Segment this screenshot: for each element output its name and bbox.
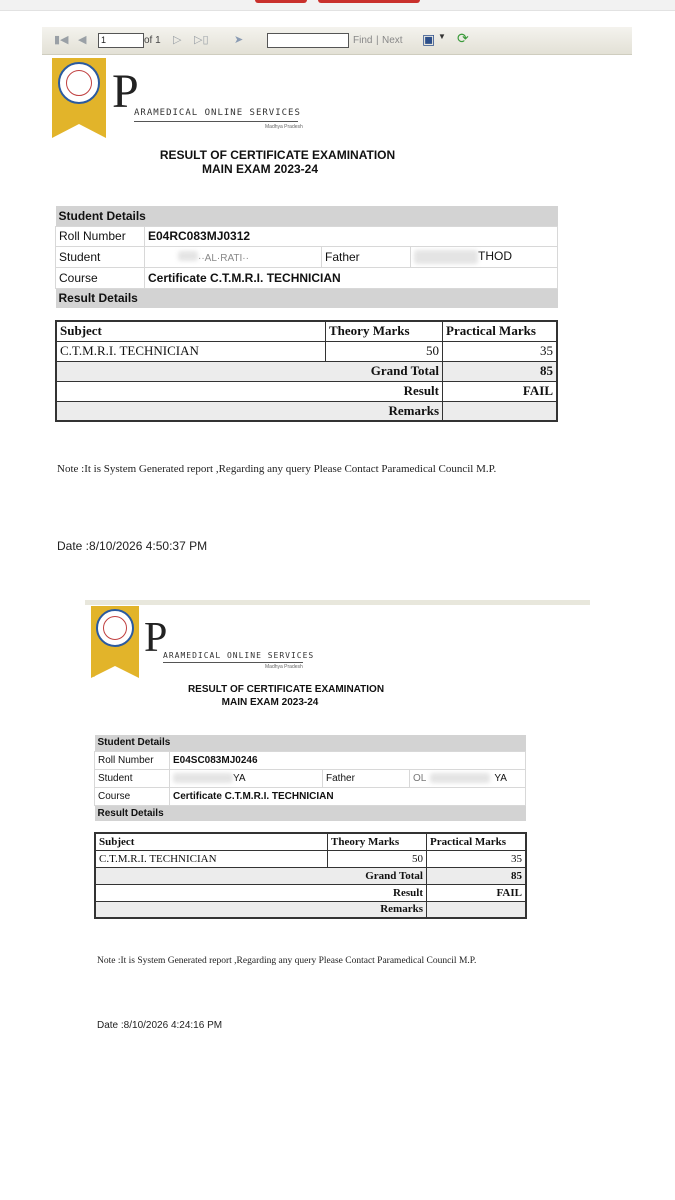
export-dropdown-icon[interactable]: ▼	[438, 32, 446, 41]
report-subtitle: MAIN EXAM 2023-24	[201, 162, 319, 176]
result-value: FAIL	[443, 381, 558, 401]
result-details-table	[55, 320, 558, 422]
brand-name: ARAMEDICAL ONLINE SERVICES	[163, 651, 315, 660]
course-value: Certificate C.T.M.R.I. TECHNICIAN	[170, 787, 526, 805]
student-label: Student	[95, 769, 170, 787]
grand-total-label: Grand Total	[95, 867, 427, 884]
first-page-icon[interactable]: ▮◀	[54, 34, 69, 46]
practical-marks: 35	[427, 850, 527, 867]
col-practical: Practical Marks	[427, 833, 527, 850]
course-label: Course	[95, 787, 170, 805]
top-button-right[interactable]	[318, 0, 420, 3]
back-icon[interactable]: ➤	[234, 34, 244, 46]
roll-number-label: Roll Number	[95, 751, 170, 769]
refresh-icon[interactable]: ⟳	[457, 30, 469, 46]
last-page-icon[interactable]: ▷▯	[194, 34, 209, 46]
report-note: Note :It is System Generated report ,Regarding any query Please Contact Paramedical Council M.P.	[57, 463, 497, 475]
result-label: Result	[95, 884, 427, 901]
save-export-icon[interactable]: ▣	[422, 31, 436, 47]
remarks-value	[427, 901, 527, 918]
student-label: Student	[56, 246, 145, 267]
find-link[interactable]: Find	[353, 35, 373, 46]
father-name-redacted: THOD	[411, 246, 558, 267]
logo-ribbon-tail	[52, 124, 106, 138]
page-number-input[interactable]: 1	[98, 33, 144, 48]
grand-total-value: 85	[427, 867, 527, 884]
roll-number-label: Roll Number	[56, 226, 145, 246]
father-label: Father	[323, 769, 410, 787]
father-label: Father	[322, 246, 411, 267]
result-details-header: Result Details	[56, 288, 558, 308]
report-title: RESULT OF CERTIFICATE EXAMINATION	[159, 148, 396, 162]
roll-number-value: E04SC083MJ0246	[170, 751, 526, 769]
subject-name: C.T.M.R.I. TECHNICIAN	[95, 850, 328, 867]
father-name-redacted: OL YA	[410, 769, 526, 787]
brand-subtitle: Madhya Pradesh	[265, 664, 303, 670]
report-date: Date :8/10/2026 4:50:37 PM	[57, 539, 208, 553]
brand-rule	[163, 662, 303, 663]
result-details-header: Result Details	[95, 805, 526, 821]
student-name-redacted: ··AL·RATI··	[145, 246, 322, 267]
remarks-label: Remarks	[56, 401, 443, 421]
brand-name: ARAMEDICAL ONLINE SERVICES	[134, 108, 301, 118]
theory-marks: 50	[326, 341, 443, 361]
col-subject: Subject	[56, 321, 326, 341]
top-button-left[interactable]	[255, 0, 307, 3]
student-name-redacted: YA	[170, 769, 323, 787]
brand-initial: P	[112, 65, 139, 118]
next-page-icon[interactable]: ▷	[173, 34, 182, 46]
prev-page-icon[interactable]: ◀	[78, 34, 87, 46]
report-note: Note :It is System Generated report ,Regarding any query Please Contact Paramedical Council M.P.	[97, 956, 477, 966]
report-title: RESULT OF CERTIFICATE EXAMINATION	[187, 684, 385, 695]
result-value: FAIL	[427, 884, 527, 901]
practical-marks: 35	[443, 341, 558, 361]
course-value: Certificate C.T.M.R.I. TECHNICIAN	[145, 267, 558, 288]
find-separator: |	[376, 35, 379, 46]
remarks-value	[443, 401, 558, 421]
grand-total-value: 85	[443, 361, 558, 381]
result-details-table	[94, 832, 527, 919]
report-date: Date :8/10/2026 4:24:16 PM	[97, 1020, 223, 1031]
report-viewer-toolbar	[42, 27, 632, 55]
council-seal-icon	[58, 62, 100, 104]
student-details-header: Student Details	[95, 735, 526, 751]
council-seal-icon	[96, 609, 134, 647]
grand-total-label: Grand Total	[56, 361, 443, 381]
remarks-label: Remarks	[95, 901, 427, 918]
col-subject: Subject	[95, 833, 328, 850]
theory-marks: 50	[328, 850, 427, 867]
brand-initial: P	[144, 615, 168, 661]
brand-subtitle: Madhya Pradesh	[265, 124, 303, 130]
page-count-label: of 1	[144, 35, 161, 46]
student-details-header: Student Details	[56, 206, 558, 226]
roll-number-value: E04RC083MJ0312	[145, 226, 558, 246]
logo-ribbon-tail	[91, 666, 139, 678]
next-link[interactable]: Next	[382, 35, 403, 46]
page-separator	[85, 600, 590, 605]
subject-name: C.T.M.R.I. TECHNICIAN	[56, 341, 326, 361]
col-theory: Theory Marks	[328, 833, 427, 850]
result-label: Result	[56, 381, 443, 401]
brand-rule	[134, 121, 298, 122]
col-theory: Theory Marks	[326, 321, 443, 341]
student-details-table	[55, 206, 558, 308]
col-practical: Practical Marks	[443, 321, 558, 341]
report-subtitle: MAIN EXAM 2023-24	[221, 697, 319, 708]
course-label: Course	[56, 267, 145, 288]
find-input[interactable]	[267, 33, 349, 48]
student-details-table	[94, 735, 526, 821]
